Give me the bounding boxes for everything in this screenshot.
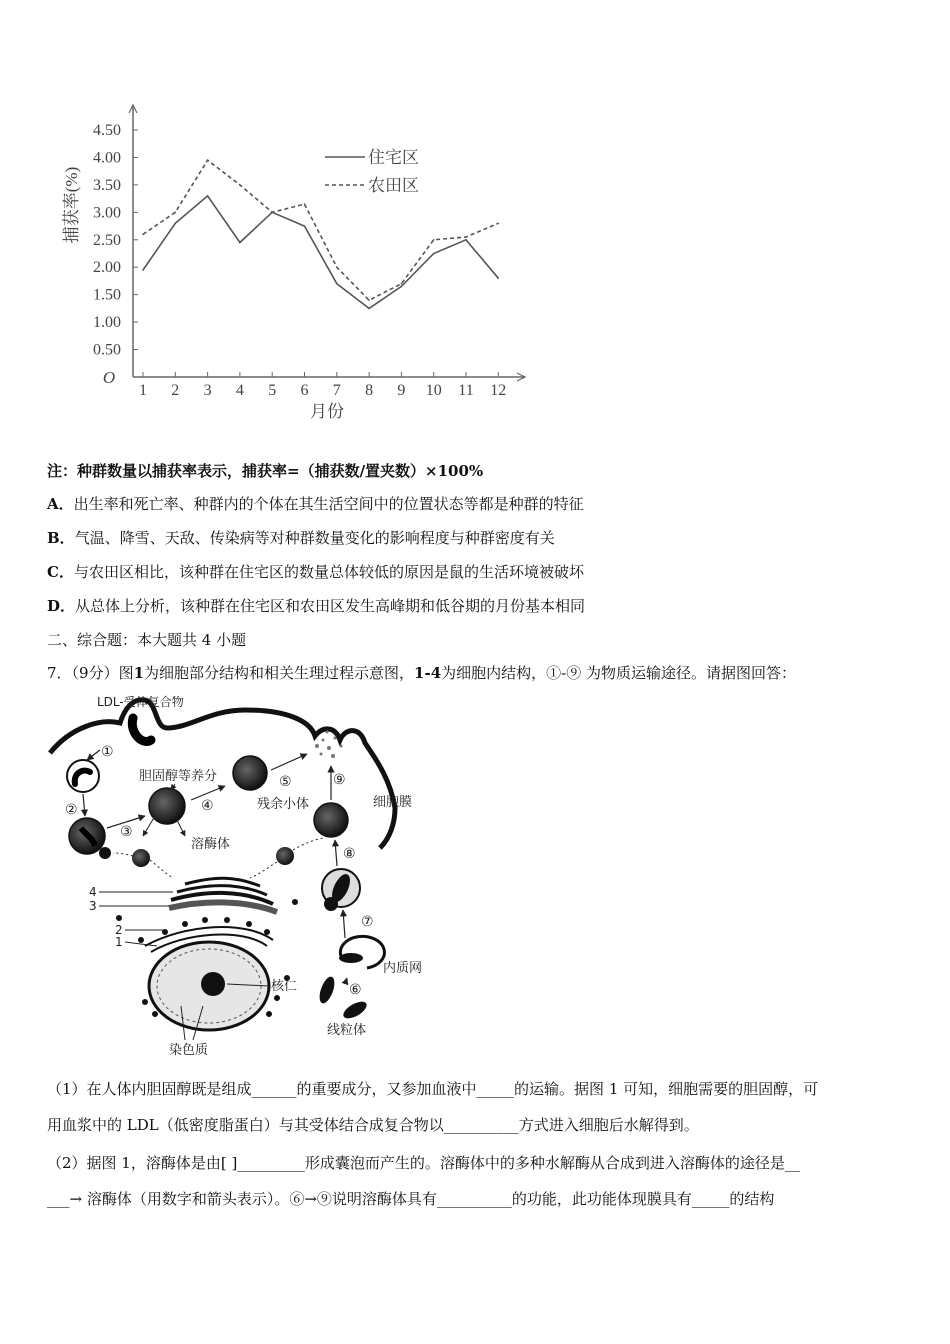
data-point xyxy=(304,203,306,205)
option-a xyxy=(47,493,584,515)
mitochondrion-label: 线粒体 xyxy=(327,1023,367,1038)
chart-axes xyxy=(129,105,525,381)
structure-1-label: 1 xyxy=(115,935,123,949)
data-point xyxy=(368,308,370,310)
data-point xyxy=(336,283,338,285)
data-point xyxy=(336,266,338,268)
option-d xyxy=(47,595,585,617)
y-tick-label: 1.00 xyxy=(93,314,121,332)
x-tick-label: 2 xyxy=(171,382,180,399)
data-point xyxy=(207,159,209,161)
option-letter: A． xyxy=(47,495,74,513)
mitochondrion xyxy=(341,998,370,1021)
section-title: 二、综合题：本大题共 4 小题 xyxy=(47,631,247,649)
cell-structure-diagram xyxy=(45,688,465,1063)
golgi-apparatus xyxy=(169,878,277,912)
step-9-label: ⑨ xyxy=(333,772,346,788)
step-5-label: ⑤ xyxy=(279,774,292,790)
y-tick-label: 1.50 xyxy=(93,286,121,304)
data-point xyxy=(401,283,403,285)
data-point xyxy=(239,242,241,244)
x-tick-label: 5 xyxy=(268,382,277,399)
option-letter: C． xyxy=(47,563,74,581)
data-point xyxy=(239,184,241,186)
question-2-line-2: ___→ 溶酶体（用数字和箭头表示）。⑥→⑨说明溶酶体具有__________的功能，此功能体现膜具有_____的结构 xyxy=(47,1190,775,1208)
capture-rate-chart xyxy=(55,85,545,435)
x-tick-label: 7 xyxy=(332,382,341,399)
structure-3-label: 3 xyxy=(89,899,97,913)
x-tick-label: 6 xyxy=(300,382,309,399)
mitochondrion xyxy=(317,975,338,1005)
membrane-label: 细胞膜 xyxy=(373,795,413,810)
note-text: 注：种群数量以捕获率表示，捕获率=（捕获数/置夹数）×100% xyxy=(47,462,484,480)
y-tick-label: 3.50 xyxy=(93,176,121,194)
data-point xyxy=(465,239,467,241)
x-tick-label: 8 xyxy=(365,382,374,399)
residual-body-label: 残余小体 xyxy=(257,797,310,812)
y-tick-label: 4.00 xyxy=(93,149,121,167)
structure-4-label: 4 xyxy=(89,885,97,899)
endocytic-vesicle xyxy=(67,760,99,792)
y-axis-label: 捕获率(%) xyxy=(62,166,81,244)
data-point xyxy=(368,299,370,301)
nucleolus-label: 核仁 xyxy=(271,979,298,994)
x-tick-label: 11 xyxy=(458,382,474,399)
data-point xyxy=(142,269,144,271)
data-point xyxy=(271,212,273,214)
data-point xyxy=(175,223,177,225)
lysosome xyxy=(276,847,294,865)
lysosome-vesicle xyxy=(233,756,267,790)
option-text: 气温、降雪、天敌、传染病等对种群数量变化的影响程度与种群密度有关 xyxy=(74,529,555,547)
data-point xyxy=(433,253,435,255)
structure-2-label: 2 xyxy=(115,923,123,937)
question-7-intro xyxy=(47,662,796,684)
step-6-label: ⑥ xyxy=(349,982,362,998)
data-point xyxy=(465,236,467,238)
option-c xyxy=(47,561,584,583)
intro-part: 7．（9分）图 xyxy=(47,664,134,682)
step-7-label: ⑦ xyxy=(361,914,374,930)
x-tick-label: 9 xyxy=(397,382,406,399)
option-b xyxy=(47,527,555,549)
data-point xyxy=(498,223,500,225)
step-3-label: ③ xyxy=(120,824,133,840)
chart-ticks xyxy=(93,122,506,399)
question-1-line-2: 用血浆中的 LDL（低密度脂蛋白）与其受体结合成复合物以__________方式进入细胞后水解得到。 xyxy=(47,1116,699,1134)
data-point xyxy=(207,195,209,197)
y-tick-label: 0.50 xyxy=(93,341,121,359)
data-point xyxy=(433,239,435,241)
intro-part: 1 xyxy=(133,664,145,682)
x-tick-label: 12 xyxy=(490,382,507,399)
late-endosome xyxy=(149,788,185,824)
x-tick-label: 10 xyxy=(425,382,442,399)
data-point xyxy=(304,225,306,227)
step-8-label: ⑧ xyxy=(343,846,356,862)
option-text: 与农田区相比，该种群在住宅区的数量总体较低的原因是鼠的生活环境被破坏 xyxy=(73,563,584,581)
intro-part: 1-4 xyxy=(414,664,442,682)
series-line-1 xyxy=(143,196,498,309)
chart-series xyxy=(142,159,499,309)
data-point xyxy=(498,277,500,279)
series-line-2 xyxy=(143,160,498,300)
legend-label: 住宅区 xyxy=(368,148,419,167)
step-4-label: ④ xyxy=(201,798,214,814)
y-tick-label: 2.50 xyxy=(93,231,121,249)
step-2-label: ② xyxy=(65,802,78,818)
option-text: 出生率和死亡率、种群内的个体在其生活空间中的位置状态等都是种群的特征 xyxy=(73,495,584,513)
step-1-label: ① xyxy=(101,744,114,760)
x-tick-label: 1 xyxy=(139,382,147,399)
y-tick-label: 4.50 xyxy=(93,122,121,139)
data-point xyxy=(175,212,177,214)
ldl-complex xyxy=(132,718,151,741)
intro-part: 为细胞内结构，①-⑨ 为物质运输途径。请据图回答： xyxy=(441,664,796,682)
chart-legend xyxy=(325,148,419,195)
er-label: 内质网 xyxy=(383,961,423,976)
data-point xyxy=(142,233,144,235)
y-tick-label: 3.00 xyxy=(93,204,121,222)
question-2-line-1: （2）据图 1，溶酶体是由[ ]_________形成囊泡而产生的。溶酶体中的多种水解酶从合成到进入溶酶体的途径是__ xyxy=(47,1154,800,1172)
legend-label: 农田区 xyxy=(368,176,419,195)
option-text: 从总体上分析，该种群在住宅区和农田区发生高峰期和低谷期的月份基本相同 xyxy=(75,597,586,615)
er-vesicle xyxy=(339,936,384,968)
data-point xyxy=(401,286,403,288)
cholesterol-label: 胆固醇等养分 xyxy=(139,769,218,784)
x-tick-label: 3 xyxy=(203,382,212,399)
x-axis-label: 月份 xyxy=(310,402,344,421)
residual-body xyxy=(314,803,348,837)
nucleolus xyxy=(201,972,225,996)
lysosome xyxy=(132,849,150,867)
option-letter: D． xyxy=(47,597,76,615)
intro-part: 为细胞部分结构和相关生理过程示意图， xyxy=(144,664,415,682)
lysosome-label: 溶酶体 xyxy=(191,837,231,852)
chromatin-label: 染色质 xyxy=(169,1043,209,1058)
origin-label: O xyxy=(102,368,116,387)
lysosome xyxy=(99,847,111,859)
question-1-line-1: （1）在人体内胆固醇既是组成______的重要成分，又参加血液中_____的运输。据图 1 可知，细胞需要的胆固醇，可 xyxy=(47,1080,819,1098)
x-tick-label: 4 xyxy=(235,382,244,399)
y-tick-label: 2.00 xyxy=(93,259,121,277)
ldl-label: LDL-受体复合物 xyxy=(97,695,184,709)
option-letter: B． xyxy=(47,529,75,547)
